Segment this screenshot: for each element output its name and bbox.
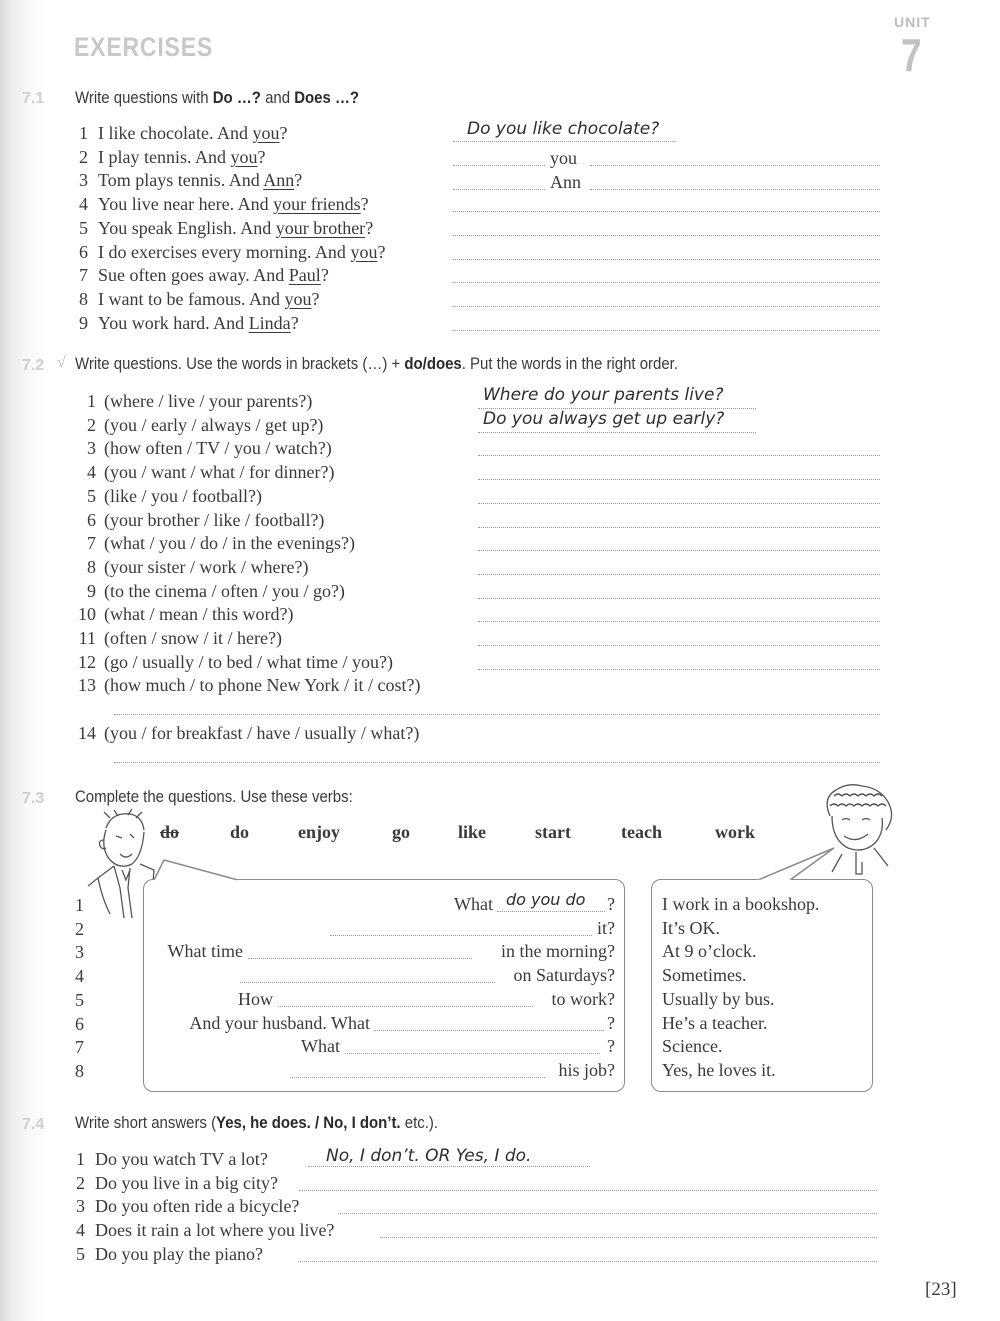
question-ending: to work? xyxy=(551,988,615,1009)
item-text: (what / you / do / in the evenings?) xyxy=(104,533,355,554)
verb-option: teach xyxy=(621,822,662,842)
handwritten-answer: Where do your parents live? xyxy=(483,385,724,405)
item-number: 2 xyxy=(75,918,84,939)
verb-option: do xyxy=(230,822,250,842)
reply-text: It’s OK. xyxy=(662,917,720,938)
answer-line[interactable] xyxy=(278,1006,533,1007)
question-text: How xyxy=(238,988,273,1009)
item-text: (often / snow / it / here?) xyxy=(104,628,282,648)
handwritten-answer: do you do xyxy=(506,890,586,909)
item-text: (where / live / your parents?) xyxy=(104,391,313,411)
answer-line[interactable] xyxy=(330,935,592,936)
answer-line[interactable] xyxy=(453,330,880,331)
item-number: 4 xyxy=(87,462,96,483)
answer-line[interactable] xyxy=(240,982,495,983)
answer-line[interactable] xyxy=(308,1166,590,1167)
item-text: (to the cinema / often / you / go?) xyxy=(104,580,345,601)
exercise-item xyxy=(76,241,385,263)
exercise-item xyxy=(73,1172,278,1194)
item-punctuation: ? xyxy=(360,194,369,215)
answer-line[interactable] xyxy=(453,141,675,142)
check-mark-icon: √ xyxy=(57,354,66,371)
question-ending: his job? xyxy=(558,1059,615,1080)
item-text: Does it rain a lot where you live? xyxy=(95,1220,335,1241)
answer-line[interactable] xyxy=(453,306,880,307)
item-number: 5 xyxy=(76,1243,85,1264)
item-number: 7 xyxy=(75,1037,84,1058)
item-text: I want to be famous. And xyxy=(98,288,285,309)
exercise-instruction-7-1: Write questions with Do …? and Does …? xyxy=(75,88,360,107)
item-number: 7 xyxy=(87,533,96,554)
handwritten-answer: Do you always get up early? xyxy=(483,409,725,429)
exercise-item xyxy=(78,603,293,625)
reply-text: Science. xyxy=(662,1036,723,1057)
reply-text: I work in a bookshop. xyxy=(662,894,820,914)
verb-option: enjoy xyxy=(298,822,340,842)
verb-option: start xyxy=(535,822,571,842)
answer-line[interactable] xyxy=(590,165,880,166)
item-number: 1 xyxy=(75,895,84,915)
answer-line[interactable] xyxy=(453,259,880,260)
question-text: What time xyxy=(167,941,243,962)
item-text: You work hard. And xyxy=(98,312,249,333)
handwritten-answer: No, I don’t. OR Yes, I do. xyxy=(326,1146,532,1166)
exercise-marker-7-4: 7.4 xyxy=(22,1116,45,1133)
answer-line[interactable] xyxy=(497,911,605,912)
item-punctuation: ? xyxy=(311,288,320,309)
item-punctuation: ? xyxy=(290,312,299,333)
item-number: 6 xyxy=(79,241,88,262)
item-number: 1 xyxy=(76,1149,85,1169)
exercise-item xyxy=(78,556,308,578)
answer-line[interactable] xyxy=(453,189,545,190)
question-text: And your husband. What xyxy=(189,1012,370,1033)
answer-line[interactable] xyxy=(478,550,880,551)
item-number: 4 xyxy=(75,966,84,987)
answer-line[interactable] xyxy=(248,958,472,959)
item-underlined-word: Paul xyxy=(288,265,321,286)
answer-line[interactable] xyxy=(374,1030,604,1031)
item-punctuation: ? xyxy=(377,241,386,262)
item-text: Do you watch TV a lot? xyxy=(95,1149,268,1169)
item-text: Do you often ride a bicycle? xyxy=(95,1196,300,1217)
item-text: I play tennis. And xyxy=(98,146,231,167)
answer-line[interactable] xyxy=(453,211,880,212)
answer-line[interactable] xyxy=(290,1077,545,1078)
item-number: 7 xyxy=(79,265,88,286)
item-underlined-word: your brother xyxy=(275,217,366,238)
answer-line[interactable] xyxy=(478,574,880,575)
item-text: (what / mean / this word?) xyxy=(104,604,294,625)
item-number: 6 xyxy=(87,509,96,530)
exercise-item xyxy=(78,627,282,649)
reply-text: Sometimes. xyxy=(662,965,747,986)
verb-crossed-out: do xyxy=(160,822,180,842)
exercise-instruction-7-2: Write questions. Use the words in brackets (…) + do/does. Put the words in the right order. xyxy=(75,354,678,373)
item-text: (how often / TV / you / watch?) xyxy=(104,438,332,459)
answer-line[interactable] xyxy=(590,189,880,190)
exercise-instruction-7-4: Write short answers (Yes, he does. / No, I don’t. etc.). xyxy=(75,1113,438,1132)
verb-option: go xyxy=(392,822,410,842)
exercise-item xyxy=(78,437,332,459)
answer-line[interactable] xyxy=(114,762,880,763)
item-text: (like / you / football?) xyxy=(104,485,262,506)
item-number: 8 xyxy=(75,1060,84,1081)
item-number: 3 xyxy=(79,170,88,191)
exercise-item xyxy=(78,390,312,412)
item-text: (you / early / always / get up?) xyxy=(104,414,324,435)
item-text: (you / want / what / for dinner?) xyxy=(104,462,335,483)
item-number: 5 xyxy=(75,989,84,1010)
item-number: 2 xyxy=(87,414,96,435)
answer-line[interactable] xyxy=(478,645,880,646)
item-underlined-word: you xyxy=(350,241,378,262)
item-underlined-word: your friends xyxy=(273,194,361,215)
item-underlined-word: you xyxy=(252,123,280,143)
exercise-item xyxy=(73,1148,268,1170)
exercise-item xyxy=(76,193,369,215)
item-underlined-word: you xyxy=(284,288,312,309)
page-number: [23] xyxy=(925,1279,957,1300)
exercise-item xyxy=(78,485,262,507)
item-underlined-word: Linda xyxy=(248,312,291,333)
exercise-item xyxy=(76,146,266,168)
exercise-item xyxy=(73,1219,334,1241)
question-text: What xyxy=(301,1036,340,1057)
unit-label: UNIT xyxy=(894,14,931,30)
item-number: 4 xyxy=(76,1220,85,1241)
verb-option: like xyxy=(458,822,487,842)
item-number: 12 xyxy=(78,651,96,672)
question-ending: in the morning? xyxy=(501,941,615,962)
item-text: (your sister / work / where?) xyxy=(104,556,309,577)
item-punctuation: ? xyxy=(320,265,329,286)
answer-line[interactable] xyxy=(338,1213,877,1214)
item-number: 8 xyxy=(87,556,96,577)
exercise-item xyxy=(76,217,373,239)
item-text: I do exercises every morning. And xyxy=(98,241,351,262)
answer-line[interactable] xyxy=(299,1190,877,1191)
answer-line[interactable] xyxy=(478,598,880,599)
exercise-item xyxy=(76,122,287,144)
exercise-item xyxy=(76,288,319,310)
item-underlined-word: Ann xyxy=(263,170,295,191)
item-number: 11 xyxy=(78,628,96,648)
item-punctuation: ? xyxy=(365,217,374,238)
item-number: 1 xyxy=(79,123,88,143)
reply-text: Yes, he loves it. xyxy=(662,1059,776,1080)
item-number: 5 xyxy=(79,217,88,238)
item-number: 14 xyxy=(78,723,96,743)
answer-line[interactable] xyxy=(478,503,880,504)
item-text: Do you live in a big city? xyxy=(95,1172,278,1193)
item-text: Tom plays tennis. And xyxy=(98,170,264,191)
item-number: 9 xyxy=(79,312,88,333)
answer-line[interactable] xyxy=(453,165,545,166)
answer-line[interactable] xyxy=(478,432,756,433)
answer-line[interactable] xyxy=(478,408,756,409)
exercise-item xyxy=(78,580,345,602)
answer-line[interactable] xyxy=(380,1237,877,1238)
speech-bubble-tail-icon xyxy=(150,856,240,882)
item-text: (your brother / like / football?) xyxy=(104,509,325,530)
item-number: 3 xyxy=(75,942,84,963)
question-ending: ? xyxy=(607,1012,615,1033)
item-number: 3 xyxy=(76,1196,85,1217)
reply-text: Usually by bus. xyxy=(662,988,775,1009)
verb-option: work xyxy=(715,822,755,842)
question-ending: on Saturdays? xyxy=(513,965,615,986)
reply-text: At 9 o’clock. xyxy=(662,941,757,962)
exercise-item xyxy=(78,651,393,673)
unit-number: 7 xyxy=(901,29,922,81)
item-underlined-word: you xyxy=(230,146,258,167)
item-number: 10 xyxy=(78,604,96,625)
item-text: Sue often goes away. And xyxy=(98,265,289,286)
item-number: 1 xyxy=(87,391,96,411)
exercise-item xyxy=(76,264,329,286)
exercise-item xyxy=(76,169,302,191)
exercise-item xyxy=(78,722,419,744)
exercise-item xyxy=(78,532,355,554)
item-text: You speak English. And xyxy=(98,217,276,238)
answer-line[interactable] xyxy=(478,527,880,528)
question-ending: ? xyxy=(607,1036,615,1057)
answer-hint: Ann xyxy=(550,172,581,192)
exercise-item xyxy=(78,461,334,483)
item-number: 4 xyxy=(79,194,88,215)
item-punctuation: ? xyxy=(257,146,266,167)
item-number: 6 xyxy=(75,1013,84,1034)
answer-line[interactable] xyxy=(453,282,880,283)
answer-line[interactable] xyxy=(478,669,880,670)
answer-line[interactable] xyxy=(478,455,880,456)
item-punctuation: ? xyxy=(279,123,288,143)
question-ending: it? xyxy=(597,917,615,938)
item-number: 8 xyxy=(79,288,88,309)
item-number: 5 xyxy=(87,485,96,506)
item-number: 3 xyxy=(87,438,96,459)
item-number: 2 xyxy=(79,146,88,167)
item-text: (how much / to phone New York / it / cost?) xyxy=(104,675,421,695)
exercise-item xyxy=(78,509,324,531)
question-text: What xyxy=(454,894,493,914)
answer-line[interactable] xyxy=(453,235,880,236)
answer-line[interactable] xyxy=(114,714,880,715)
page-title: EXERCISES xyxy=(74,32,214,62)
answer-hint: you xyxy=(550,148,577,168)
exercise-item xyxy=(78,414,323,436)
handwritten-answer: Do you like chocolate? xyxy=(467,119,660,139)
exercise-marker-7-3: 7.3 xyxy=(22,790,45,807)
item-number: 13 xyxy=(78,675,96,695)
item-punctuation: ? xyxy=(294,170,303,191)
item-text: Do you play the piano? xyxy=(95,1243,263,1264)
exercise-item xyxy=(76,312,299,334)
exercise-item xyxy=(73,1243,263,1265)
item-number: 2 xyxy=(76,1172,85,1193)
exercise-marker-7-1: 7.1 xyxy=(22,90,45,107)
answer-line[interactable] xyxy=(478,621,880,622)
answer-line[interactable] xyxy=(298,1261,877,1262)
exercise-item xyxy=(78,674,420,696)
reply-text: He’s a teacher. xyxy=(662,1012,768,1033)
question-ending: ? xyxy=(607,894,615,914)
exercise-marker-7-2: 7.2 xyxy=(22,357,45,374)
answer-line[interactable] xyxy=(345,1053,600,1054)
speech-bubble-tail-icon xyxy=(756,846,836,882)
item-number: 9 xyxy=(87,580,96,601)
item-text: I like chocolate. And xyxy=(98,123,253,143)
item-text: (go / usually / to bed / what time / you?) xyxy=(104,651,393,672)
exercise-item xyxy=(73,1195,299,1217)
item-text: You live near here. And xyxy=(98,194,274,215)
exercise-instruction-7-3: Complete the questions. Use these verbs: xyxy=(75,787,353,806)
item-text: (you / for breakfast / have / usually / what?) xyxy=(104,723,420,743)
answer-line[interactable] xyxy=(478,479,880,480)
